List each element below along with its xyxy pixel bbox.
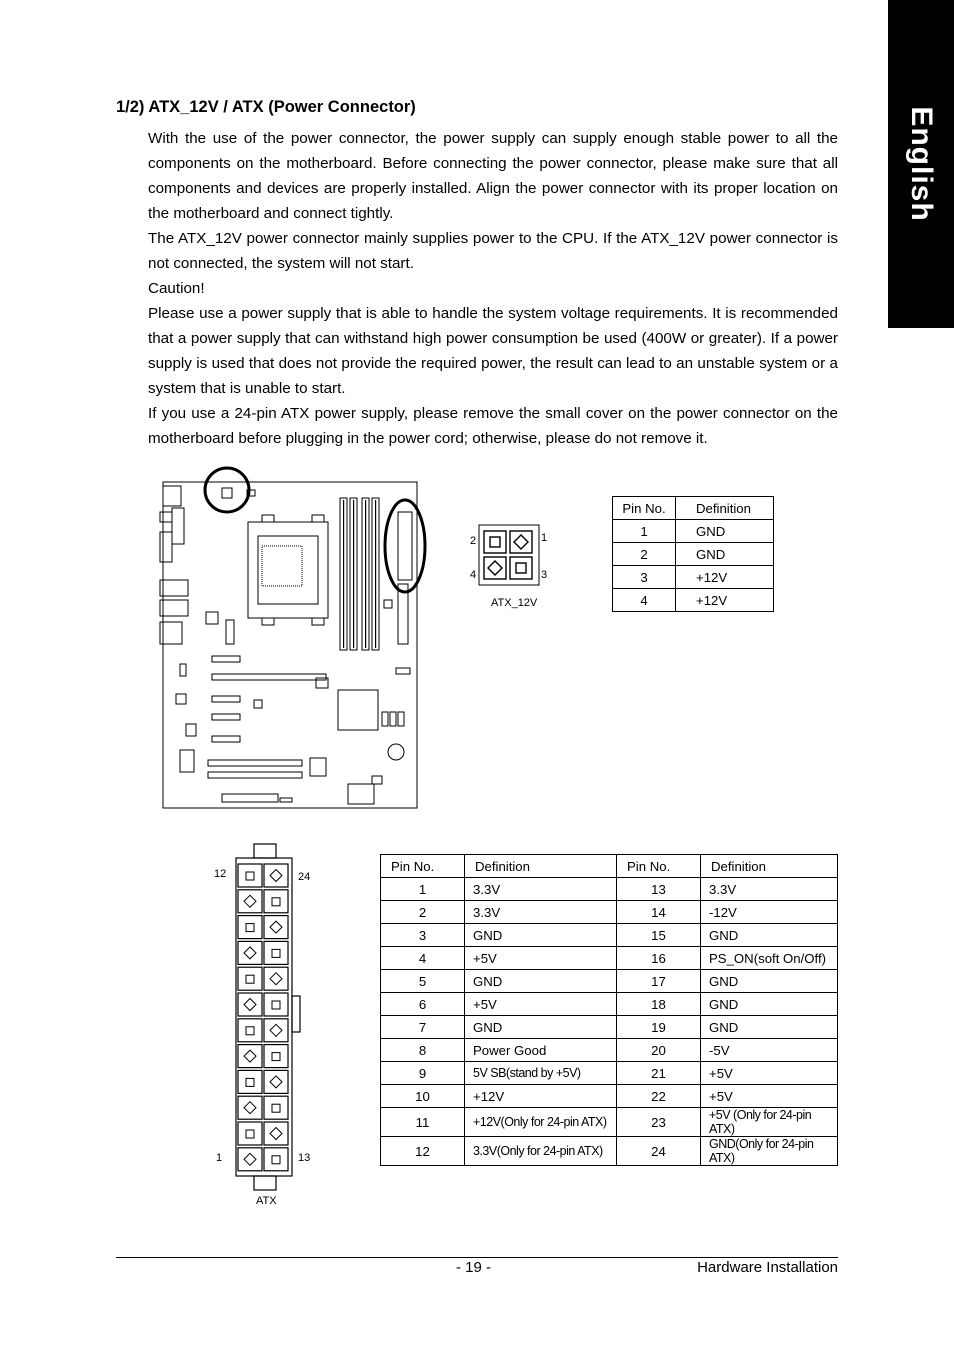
pin-cell — [264, 890, 288, 913]
definition: GND — [676, 520, 774, 543]
pin-cell — [264, 1019, 288, 1042]
definition: GND — [465, 1016, 617, 1039]
definition: GND — [465, 924, 617, 947]
pin-diamond — [244, 1050, 256, 1062]
pin-diamond — [244, 1153, 256, 1165]
pin-square — [246, 975, 254, 983]
pin-no: 22 — [617, 1085, 701, 1108]
pin-cell — [238, 864, 262, 887]
table-row — [381, 878, 838, 901]
pin-diamond — [270, 1128, 282, 1140]
definition: GND — [465, 970, 617, 993]
pin-cell — [238, 1122, 262, 1145]
pin-cell — [238, 967, 262, 990]
definition: +12V — [465, 1085, 617, 1108]
pin-no: 19 — [617, 1016, 701, 1039]
pin-label: 2 — [470, 535, 477, 547]
pin-square — [272, 949, 280, 957]
pin-no: 1 — [381, 878, 465, 901]
header-definition: Definition — [701, 855, 838, 878]
definition: -12V — [701, 901, 838, 924]
pin-label: 1 — [216, 1152, 223, 1164]
pin-no: 24 — [617, 1137, 701, 1166]
pin-diamond — [244, 999, 256, 1011]
table-row — [613, 589, 774, 612]
pin-no: 20 — [617, 1039, 701, 1062]
definition: +5V (Only for 24-pin ATX) — [701, 1108, 838, 1137]
paragraph: Please use a power supply that is able to handle the system voltage requirements. It is recommended that a power supply that can withstand high power consumption be used (400W or greater). If a power supply is used that does not provide the required power, the result can lead to an unstable system or a system that is unable to start. — [148, 305, 838, 397]
table-row — [381, 901, 838, 924]
pin-label: 1 — [541, 532, 548, 544]
definition: +5V — [465, 947, 617, 970]
table-row — [381, 970, 838, 993]
atx12v-connector-diagram — [476, 520, 546, 590]
pin-cell — [238, 916, 262, 939]
definition: 3.3V — [465, 901, 617, 924]
pin-no: 5 — [381, 970, 465, 993]
table-row — [613, 543, 774, 566]
pin-square — [272, 1156, 280, 1164]
pin-diamond — [244, 895, 256, 907]
definition: PS_ON(soft On/Off) — [701, 947, 838, 970]
pin-cell — [264, 1045, 288, 1068]
pin-diamond — [270, 1076, 282, 1088]
pin-cell — [238, 1045, 262, 1068]
table-header-row — [613, 497, 774, 520]
pin-no: 16 — [617, 947, 701, 970]
paragraph: If you use a 24-pin ATX power supply, please remove the small cover on the power connector on the motherboard before plugging in the power cord; otherwise, please do not remove it. — [148, 405, 838, 447]
pin-no: 3 — [613, 566, 676, 589]
pin-cell — [238, 941, 262, 964]
pin-cell — [264, 1096, 288, 1119]
paragraph: Caution! — [148, 280, 205, 297]
pin-no: 18 — [617, 993, 701, 1016]
definition: +5V — [465, 993, 617, 1016]
pin-cell — [264, 993, 288, 1016]
pin-label: 13 — [298, 1152, 311, 1164]
pin-square — [272, 1001, 280, 1009]
pin-cell — [264, 967, 288, 990]
definition: Power Good — [465, 1039, 617, 1062]
pin-no: 2 — [613, 543, 676, 566]
pin-no: 4 — [613, 589, 676, 612]
connector-key — [292, 996, 300, 1032]
pin-no: 4 — [381, 947, 465, 970]
definition: GND(Only for 24-pin ATX) — [701, 1137, 838, 1166]
definition: GND — [701, 924, 838, 947]
pin-cell — [264, 1122, 288, 1145]
pin-diamond — [270, 921, 282, 933]
pin-no: 1 — [613, 520, 676, 543]
pin-square — [246, 924, 254, 932]
header-pin-no: Pin No. — [617, 855, 701, 878]
pin-square — [246, 1130, 254, 1138]
definition: GND — [701, 970, 838, 993]
atx-label: ATX — [256, 1195, 277, 1207]
pin-cell — [238, 1096, 262, 1119]
pin-cell — [238, 1070, 262, 1093]
pin-no: 10 — [381, 1085, 465, 1108]
pin-cell — [238, 993, 262, 1016]
pin-diamond — [270, 870, 282, 882]
pin-no: 7 — [381, 1016, 465, 1039]
atx-pin-table — [380, 854, 838, 1166]
table-row — [381, 1062, 838, 1085]
table-row — [381, 1108, 838, 1137]
body-text — [148, 126, 838, 451]
pin-square — [272, 1053, 280, 1061]
page-number: - 19 - — [456, 1259, 492, 1276]
pin-no: 3 — [381, 924, 465, 947]
definition: 3.3V — [465, 878, 617, 901]
pin-label: 24 — [298, 871, 311, 883]
footer-rule — [116, 1257, 838, 1258]
paragraph: The ATX_12V power connector mainly supplies power to the CPU. If the ATX_12V power connector is not connected, the system will not start. — [148, 230, 838, 272]
pin-label: 3 — [541, 569, 548, 581]
pin-diamond — [244, 1102, 256, 1114]
pin-diamond — [270, 1024, 282, 1036]
pin-cell — [238, 1019, 262, 1042]
table-row — [381, 1137, 838, 1166]
pin-cell — [264, 1148, 288, 1171]
atx12v-label: ATX_12V — [491, 597, 538, 609]
definition: GND — [676, 543, 774, 566]
header-pin-no: Pin No. — [613, 497, 676, 520]
atx12v-pin-table — [612, 496, 774, 612]
pin-no: 12 — [381, 1137, 465, 1166]
pin-square — [272, 1104, 280, 1112]
definition: +12V(Only for 24-pin ATX) — [465, 1108, 617, 1137]
pin-label: 12 — [214, 868, 227, 880]
definition: GND — [701, 993, 838, 1016]
definition: 3.3V(Only for 24-pin ATX) — [465, 1137, 617, 1166]
pin-diamond — [270, 973, 282, 985]
atx-connector-diagram — [228, 838, 311, 1198]
connector-latch — [254, 1176, 276, 1190]
pin-no: 13 — [617, 878, 701, 901]
language-tab-label: English — [905, 106, 938, 222]
pin-cell — [264, 864, 288, 887]
pin-no: 23 — [617, 1108, 701, 1137]
pin-no: 9 — [381, 1062, 465, 1085]
pin-no: 6 — [381, 993, 465, 1016]
pin-square — [246, 1027, 254, 1035]
table-row — [613, 566, 774, 589]
header-definition: Definition — [676, 497, 774, 520]
language-tab — [888, 0, 954, 328]
definition: +12V — [676, 589, 774, 612]
pin-cell — [238, 890, 262, 913]
pin-no: 11 — [381, 1108, 465, 1137]
pin-square — [246, 1078, 254, 1086]
pin-square — [246, 872, 254, 880]
table-header-row — [381, 855, 838, 878]
table-row — [381, 924, 838, 947]
pin-cell — [238, 1148, 262, 1171]
pin-no: 15 — [617, 924, 701, 947]
definition: +5V — [701, 1085, 838, 1108]
pin-no: 17 — [617, 970, 701, 993]
section-heading: 1/2) ATX_12V / ATX (Power Connector) — [116, 98, 416, 116]
pin-diamond — [244, 947, 256, 959]
table-row — [381, 1039, 838, 1062]
definition: 3.3V — [701, 878, 838, 901]
pin-no: 21 — [617, 1062, 701, 1085]
pin-square — [272, 898, 280, 906]
header-definition: Definition — [465, 855, 617, 878]
header-pin-no: Pin No. — [381, 855, 465, 878]
table-row — [381, 1085, 838, 1108]
table-row — [381, 993, 838, 1016]
definition: 5V SB(stand by +5V) — [465, 1062, 617, 1085]
pin-no: 8 — [381, 1039, 465, 1062]
footer-section: Hardware Installation — [697, 1259, 838, 1276]
definition: -5V — [701, 1039, 838, 1062]
motherboard-diagram — [150, 460, 440, 820]
paragraph: With the use of the power connector, the power supply can supply enough stable power to all the components on the motherboard. Before connecting the power connector, please make sure that all components and devices are properly installed. Align the power connector with its proper location on the motherboard and connect tightly. — [148, 130, 838, 222]
definition: GND — [701, 1016, 838, 1039]
table-row — [381, 1016, 838, 1039]
table-row — [613, 520, 774, 543]
pin-cell — [264, 916, 288, 939]
pin-cell — [264, 941, 288, 964]
pin-cell — [264, 1070, 288, 1093]
pin-no: 14 — [617, 901, 701, 924]
pin-label: 4 — [470, 569, 477, 581]
connector-latch — [254, 844, 276, 858]
pin-no: 2 — [381, 901, 465, 924]
definition: +12V — [676, 566, 774, 589]
table-row — [381, 947, 838, 970]
definition: +5V — [701, 1062, 838, 1085]
